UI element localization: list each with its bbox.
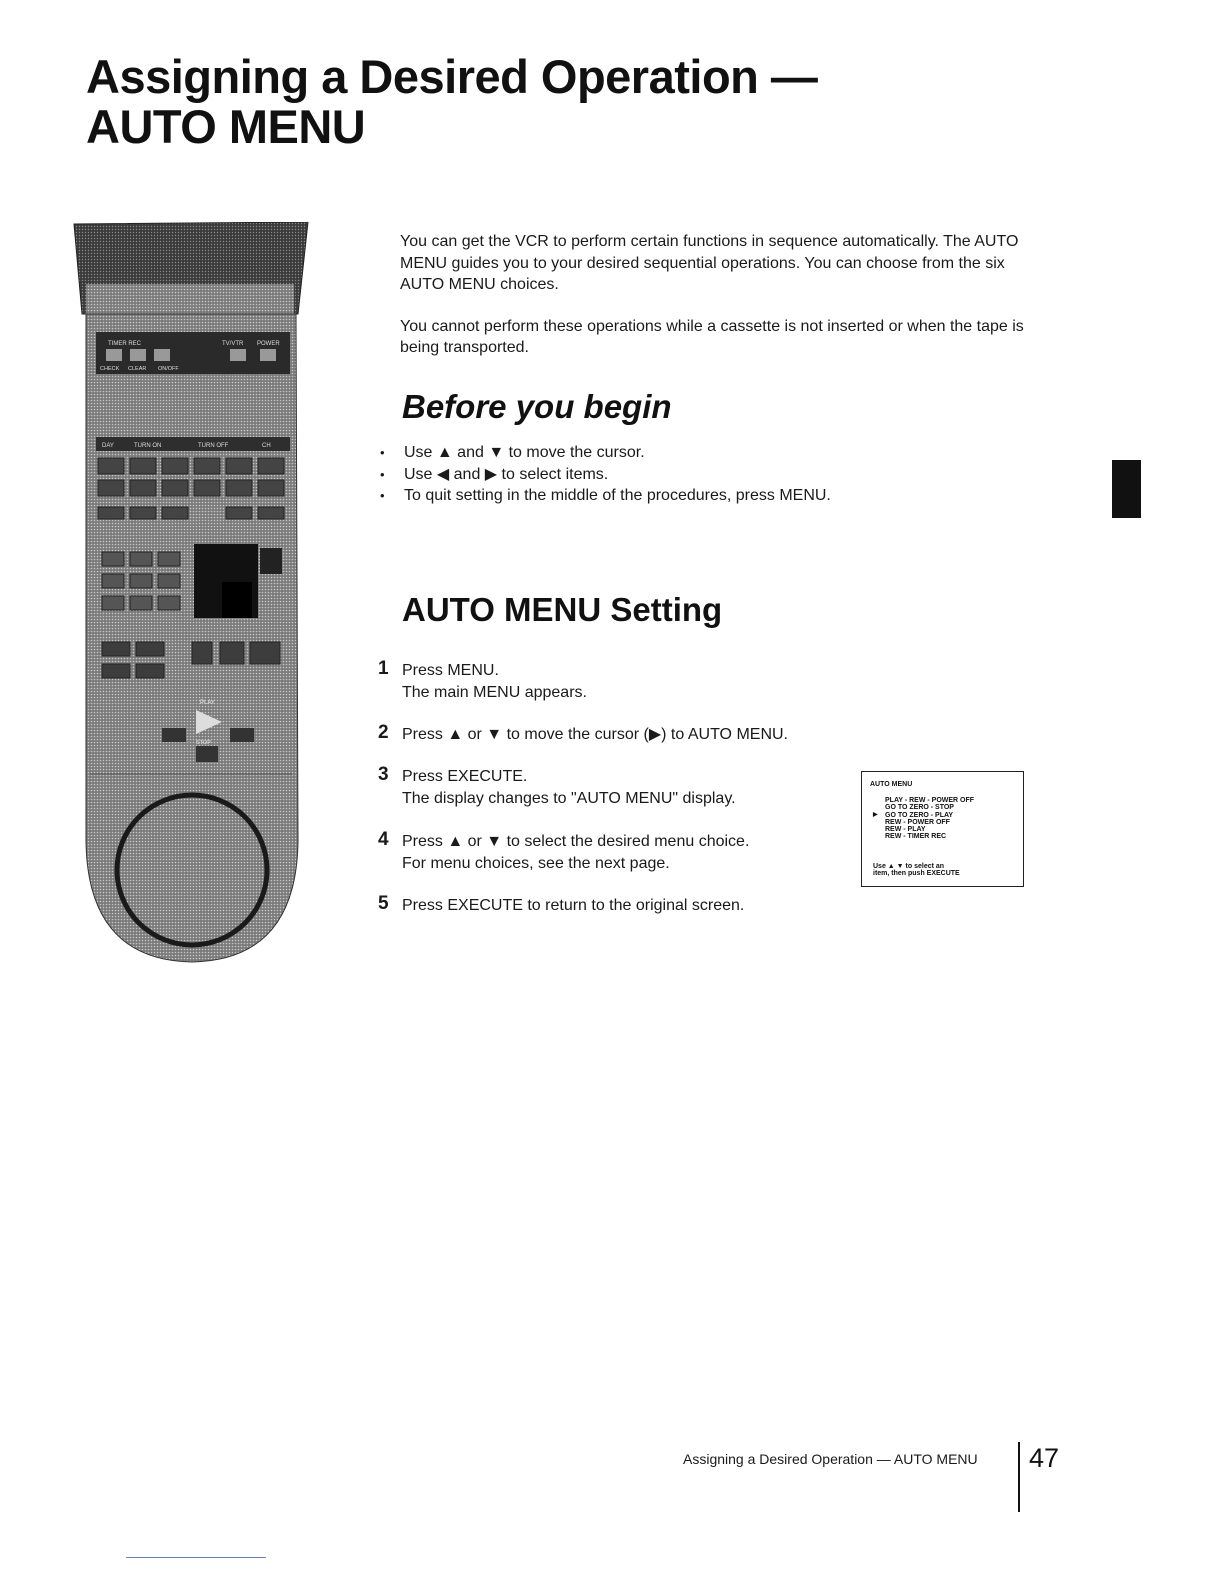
screen-menu-list [873, 797, 975, 841]
step-1 [378, 660, 848, 704]
day-label: DAY [102, 443, 114, 449]
step-number: 4 [378, 829, 389, 850]
before-you-begin-list [380, 442, 831, 507]
clear-label: CLEAR [128, 366, 147, 372]
screen-help-text [873, 863, 960, 878]
stop-label: STOP [196, 740, 211, 746]
list-item: • Use ◀ and ▶ to select items. [380, 464, 831, 486]
list-item: • To quit setting in the middle of the procedures, press MENU. [380, 485, 831, 507]
step-number: 2 [378, 722, 389, 743]
step-4 [378, 831, 848, 875]
tv-vtr-label: TV/VTR [222, 341, 244, 347]
page-title-line-1: Assigning a Desired Operation — [86, 50, 818, 103]
auto-menu-setting-heading: AUTO MENU Setting [402, 591, 723, 628]
step-number: 5 [378, 893, 389, 914]
screen-menu-item-label: GO TO ZERO - PLAY [885, 811, 954, 819]
section-thumb-tab [1112, 460, 1141, 518]
step-text: Press ▲ or ▼ to move the cursor (▶) to AUTO MENU. [402, 726, 788, 743]
check-label: CHECK [100, 366, 120, 372]
screen-menu-item-selected [873, 811, 974, 819]
step-text: Press ▲ or ▼ to select the desired menu choice. [402, 833, 750, 850]
ch-label: CH [262, 443, 271, 449]
screen-menu-item: REW - TIMER REC [885, 833, 947, 841]
step-number: 3 [378, 764, 389, 785]
before-you-begin-heading: Before you begin [402, 388, 672, 425]
step-2 [378, 724, 848, 746]
footer-section-title: Assigning a Desired Operation — AUTO MENU [683, 1451, 978, 1467]
step-subtext: The display changes to "AUTO MENU" display. [402, 790, 736, 807]
screen-menu-item: REW - PLAY [885, 826, 926, 834]
play-label: PLAY [200, 700, 215, 706]
intro-text [400, 231, 1050, 379]
step-3 [378, 766, 848, 810]
step-subtext: For menu choices, see the next page. [402, 855, 670, 872]
step-text: Press EXECUTE to return to the original screen. [402, 897, 745, 914]
turn-off-label: TURN OFF [198, 443, 229, 449]
on-off-label: ON/OFF [158, 366, 179, 372]
step-subtext: The main MENU appears. [402, 684, 587, 701]
screen-help-line-1: Use ▲ ▼ to select an [873, 863, 945, 870]
intro-paragraph-1: You can get the VCR to perform certain functions in sequence automatically. The AUTO MENU guides you to your desired sequential operations. You can choose from the six AUTO MENU choices. [400, 233, 1019, 293]
page-title [86, 52, 817, 152]
step-text: Press MENU. [402, 662, 499, 679]
intro-paragraph-2: You cannot perform these operations while a cassette is not inserted or when the tape is being transported. [400, 317, 1024, 356]
page-number: 47 [1029, 1443, 1060, 1473]
screen-title: AUTO MENU [870, 781, 913, 788]
cursor-icon: ▶ [873, 811, 878, 818]
list-item: • Use ▲ and ▼ to move the cursor. [380, 442, 831, 464]
auto-menu-screen-display [861, 771, 1024, 887]
remote-control-illustration [72, 222, 310, 964]
step-number: 1 [378, 658, 389, 679]
step-5 [378, 895, 848, 917]
screen-menu-item: PLAY - REW - POWER OFF [885, 797, 975, 804]
timer-rec-label: TIMER REC [108, 341, 141, 347]
screen-help-line-2: item, then push EXECUTE [873, 870, 960, 878]
turn-on-label: TURN ON [134, 443, 162, 449]
step-text: Press EXECUTE. [402, 768, 528, 785]
screen-menu-item: REW - POWER OFF [885, 818, 950, 826]
bottom-rule [126, 1557, 266, 1558]
page-title-line-2: AUTO MENU [86, 100, 366, 153]
footer-divider [1018, 1442, 1020, 1512]
power-label: POWER [257, 341, 280, 347]
screen-menu-item: GO TO ZERO - STOP [885, 804, 954, 812]
